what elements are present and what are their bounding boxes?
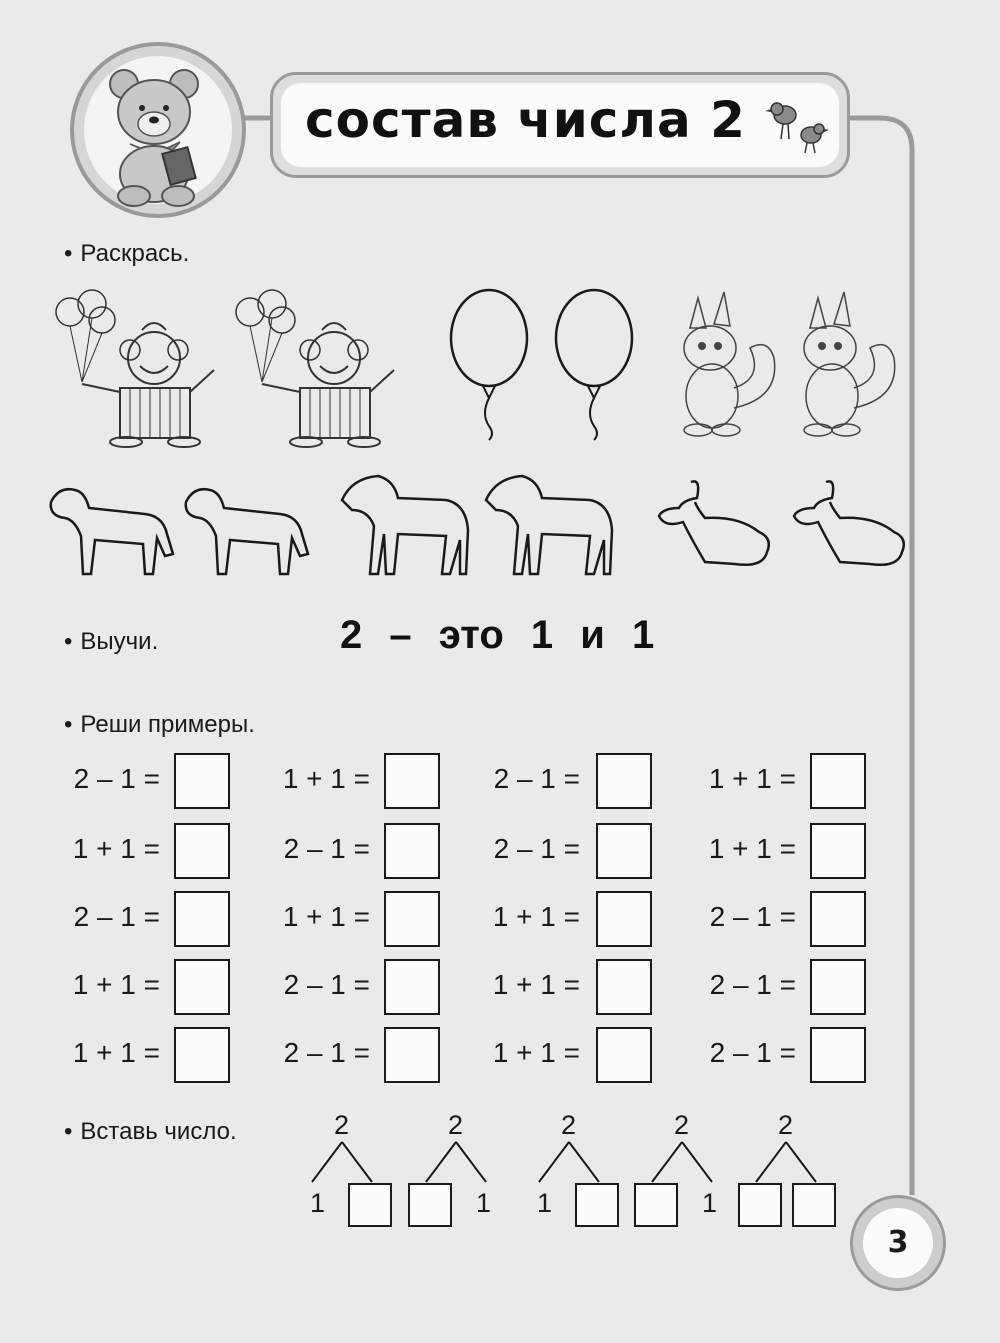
- color-instruction: • Раскрась.: [64, 240, 189, 268]
- answer-box[interactable]: [174, 891, 230, 947]
- tree-top-number: 2: [448, 1110, 464, 1140]
- example-expression: 2 – 1 =: [73, 901, 160, 932]
- examples-instruction: • Реши примеры.: [64, 711, 255, 739]
- answer-box[interactable]: [596, 823, 652, 879]
- tree-right-number: 1: [702, 1188, 718, 1218]
- example-expression: 2 – 1 =: [283, 969, 370, 1000]
- tree-left-answer-box[interactable]: [408, 1183, 452, 1227]
- tree-right-answer-box[interactable]: [348, 1183, 392, 1227]
- horse-icon: [482, 470, 617, 580]
- answer-box[interactable]: [810, 891, 866, 947]
- example-expression: 2 – 1 =: [709, 1037, 796, 1068]
- page-number-badge: [850, 1195, 946, 1291]
- answer-box[interactable]: [384, 891, 440, 947]
- example-expression: 1 + 1 =: [282, 901, 370, 932]
- learn-fact: 2 – это 1 и 1: [340, 613, 655, 657]
- insert-instruction: • Вставь число.: [64, 1118, 237, 1146]
- answer-box[interactable]: [596, 959, 652, 1015]
- squirrel-icon: [796, 288, 906, 443]
- tree-top-number: 2: [674, 1110, 690, 1140]
- example-expression: 2 – 1 =: [283, 1037, 370, 1068]
- clown-with-balloons-icon: [50, 288, 230, 448]
- answer-box[interactable]: [384, 753, 440, 809]
- squirrel-icon: [676, 288, 786, 443]
- example-expression: 1 + 1 =: [72, 833, 160, 864]
- learn-instruction: • Выучи.: [64, 628, 158, 656]
- tree-top-number: 2: [778, 1110, 794, 1140]
- example-expression: 2 – 1 =: [493, 833, 580, 864]
- answer-box[interactable]: [174, 823, 230, 879]
- example-expression: 2 – 1 =: [709, 901, 796, 932]
- balloon-icon: [445, 288, 535, 443]
- example-expression: 1 + 1 =: [492, 1037, 580, 1068]
- tree-right-answer-box[interactable]: [792, 1183, 836, 1227]
- tree-left-answer-box[interactable]: [738, 1183, 782, 1227]
- answer-box[interactable]: [174, 1027, 230, 1083]
- answer-box[interactable]: [810, 753, 866, 809]
- clown-with-balloons-icon: [230, 288, 410, 448]
- example-expression: 1 + 1 =: [492, 969, 580, 1000]
- tree-left-answer-box[interactable]: [634, 1183, 678, 1227]
- tree-top-number: 2: [561, 1110, 577, 1140]
- example-expression: 2 – 1 =: [73, 763, 160, 794]
- answer-box[interactable]: [384, 1027, 440, 1083]
- example-expression: 2 – 1 =: [709, 969, 796, 1000]
- rabbit-icon: [655, 478, 775, 573]
- dog-icon: [45, 478, 175, 578]
- tree-left-number: 1: [537, 1188, 553, 1218]
- mascot-badge: [70, 42, 246, 218]
- tree-right-number: 1: [476, 1188, 492, 1218]
- answer-box[interactable]: [596, 891, 652, 947]
- tree-left-number: 1: [310, 1188, 326, 1218]
- answer-box[interactable]: [174, 753, 230, 809]
- example-expression: 1 + 1 =: [492, 901, 580, 932]
- answer-box[interactable]: [596, 1027, 652, 1083]
- birds-icon: [761, 91, 831, 161]
- answer-box[interactable]: [384, 959, 440, 1015]
- example-expression: 1 + 1 =: [282, 763, 370, 794]
- horse-icon: [338, 470, 473, 580]
- answer-box[interactable]: [384, 823, 440, 879]
- example-expression: 1 + 1 =: [708, 833, 796, 864]
- answer-box[interactable]: [174, 959, 230, 1015]
- page-number: 3: [863, 1208, 933, 1278]
- example-expression: 1 + 1 =: [72, 1037, 160, 1068]
- answer-box[interactable]: [810, 823, 866, 879]
- example-expression: 2 – 1 =: [493, 763, 580, 794]
- dog-icon: [180, 478, 310, 578]
- teddy-bear-icon: [74, 46, 242, 214]
- example-expression: 2 – 1 =: [283, 833, 370, 864]
- example-expression: 1 + 1 =: [72, 969, 160, 1000]
- answer-box[interactable]: [596, 753, 652, 809]
- answer-box[interactable]: [810, 959, 866, 1015]
- answer-box[interactable]: [810, 1027, 866, 1083]
- tree-right-answer-box[interactable]: [575, 1183, 619, 1227]
- balloon-icon: [550, 288, 640, 443]
- tree-top-number: 2: [334, 1110, 350, 1140]
- page-title: состав числа 2: [305, 91, 746, 149]
- example-expression: 1 + 1 =: [708, 763, 796, 794]
- rabbit-icon: [790, 478, 910, 573]
- title-banner: [270, 72, 850, 178]
